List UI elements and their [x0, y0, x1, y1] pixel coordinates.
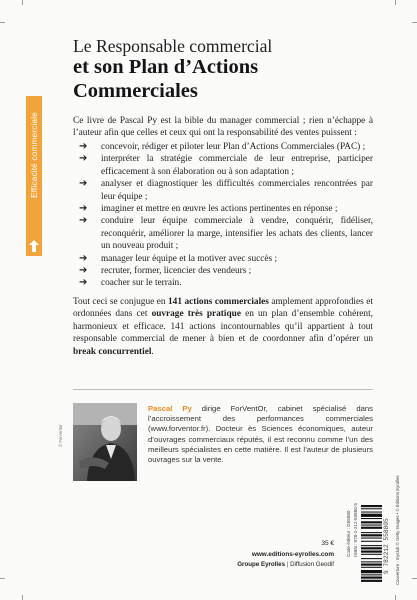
barcode-bar — [361, 567, 382, 568]
arrow-icon: ➔ — [79, 215, 88, 227]
list-item: ➔ coacher sur le terrain. — [79, 277, 182, 289]
barcode-bar — [361, 514, 382, 517]
category-label: Efficacité commerciale — [29, 112, 39, 198]
list-item: ➔ concevoir, rédiger et piloter leur Plan d’Actions Commerciales (PAC) ; — [79, 141, 366, 152]
crop-mark — [412, 22, 417, 23]
barcode-bar — [361, 577, 382, 579]
arrow-icon: ➔ — [79, 277, 88, 289]
upload-arrow-icon — [28, 239, 40, 253]
barcode-bar — [361, 508, 382, 509]
publisher-website: www.editions-eyrolles.com — [251, 551, 334, 558]
code-editeur: Code éditeur : G55880 — [346, 510, 351, 557]
crop-mark — [395, 595, 396, 600]
highlight-text: break concurrentiel — [73, 346, 152, 357]
divider — [73, 389, 373, 390]
book-title-line2: et son Plan d’Actions Commerciales — [73, 56, 259, 102]
publisher-line: Groupe Eyrolles | Diffusion Geodif — [237, 561, 334, 568]
barcode-bar — [361, 564, 382, 566]
arrow-icon: ➔ — [79, 178, 88, 190]
arrow-icon: ➔ — [79, 153, 88, 165]
barcode-bar — [361, 525, 382, 526]
barcode-bar — [361, 538, 382, 539]
list-item: ➔ imaginer et mettre en œuvre les actions pertinentes en réponse ; — [79, 203, 338, 215]
arrow-icon: ➔ — [79, 265, 88, 277]
barcode-bar — [361, 518, 382, 519]
barcode-bar — [361, 547, 382, 549]
barcode-bar — [361, 512, 382, 513]
price: 35 € — [321, 540, 334, 547]
arrow-icon: ➔ — [79, 252, 88, 264]
author-photo — [73, 403, 137, 481]
barcode-bar — [361, 534, 382, 536]
crop-mark — [395, 0, 396, 5]
highlight-text: 141 actions commerciales — [168, 297, 269, 307]
author-bio: Pascal Py dirige ForVentOr, cabinet spécialisé dans l’accroissement des performances commerciales (www.forventor.fr). Docteur ès Sciences économiques, auteur d’ouvrages commerciaux réputés, il est reconnu comme l’un des meilleurs spécialistes en cette matière. Il est l’auteur de plusieurs ouvrages sur la vente. — [148, 404, 373, 465]
arrow-icon: ➔ — [79, 141, 88, 152]
barcode — [361, 505, 382, 583]
barcode-bar — [361, 561, 382, 562]
list-item: ➔ recruter, former, licencier des vendeurs ; — [79, 265, 252, 277]
isbn: ISBN : 978-2-212-55880-5 — [353, 503, 358, 557]
bullet-list — [73, 141, 373, 290]
intro-paragraph: Ce livre de Pascal Py est la bible du manager commercial ; rien n’échappe à l’auteur afin que celles et ceux qui ont la responsabilité des ventes puissent : — [73, 116, 373, 139]
arrow-icon: ➔ — [79, 203, 88, 215]
distributor: Diffusion Geodif — [290, 561, 334, 568]
category-tab — [26, 96, 42, 256]
barcode-bar — [361, 574, 382, 575]
highlight-text: ouvrage très pratique — [151, 309, 241, 320]
cover-credit: Couverture : myclub © Getty Images • © Éditions Eyrolles — [395, 475, 400, 585]
barcode-bar — [361, 558, 382, 559]
barcode-bar — [361, 532, 382, 533]
barcode-bar — [361, 527, 382, 529]
crop-mark — [0, 578, 5, 579]
barcode-bar — [361, 580, 382, 582]
photo-credit: © Forventor — [58, 424, 63, 447]
list-item: ➔ analyser et diagnostiquer les difficultés commerciales rencontrées par leur équipe ; — [79, 178, 373, 202]
barcode-bar — [361, 551, 382, 553]
summary-paragraph: Tout ceci se conjugue en 141 actions commerciales amplement approfondies et ordonnées dans cet ouvrage très pratique en un plan d’ensemble cohérent, harmonieux et efficace. 141 actions incontournables qu’il appartient à tout responsable commercial de mener à bien et de coordonner afin d’opérer un break concurrentiel. — [73, 297, 373, 357]
crop-mark — [22, 595, 23, 600]
crop-mark — [22, 0, 23, 5]
barcode-bar — [361, 505, 382, 507]
book-title-line1: Le Responsable commercial — [73, 36, 273, 56]
crop-mark — [412, 578, 417, 579]
barcode-bar — [361, 570, 382, 573]
barcode-bar — [361, 554, 382, 555]
list-item: ➔ interpréter la stratégie commerciale de leur entreprise, participer efficacement à son élaboration ou à son adaptation ; — [79, 153, 373, 177]
crop-mark — [0, 22, 5, 23]
list-item: ➔ conduire leur équipe commerciale à vendre, conquérir, fidéliser, reconquérir, améliorer la marge, intensifier les achats des clients, lancer un nouveau produit ; — [79, 215, 373, 252]
list-item: ➔ manager leur équipe et la motiver avec succès ; — [79, 252, 278, 264]
author-name: Pascal Py — [148, 404, 192, 413]
barcode-bar — [361, 541, 382, 542]
barcode-digits: 9 782212 558805 — [383, 518, 390, 574]
barcode-bar — [361, 521, 382, 523]
barcode-bar — [361, 545, 382, 546]
publisher-group: Groupe Eyrolles — [237, 561, 286, 568]
